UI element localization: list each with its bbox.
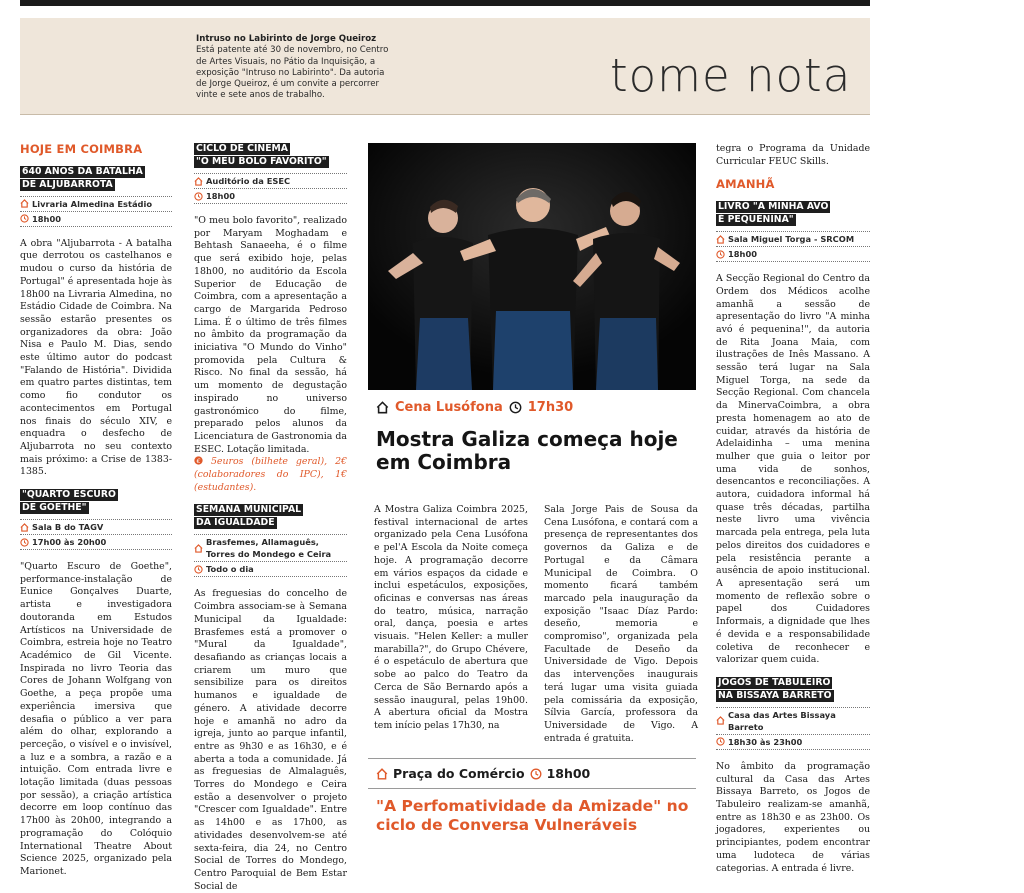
banner-intro	[196, 34, 396, 102]
event-place-text: Sala B do TAGV	[32, 522, 104, 533]
column-1	[20, 143, 172, 879]
event-body: A obra "Aljubarrota - A batalha que derrotou os castelhanos e mudou o curso da história de Portugal" é apresentada hoje às 18h00 na Livraria Almedina, no Estádio Cidade de Coimbra. Na sessão estarão presentes os organizadores da obra: João Nisa e Paulo M. Dias, sendo este último autor do podcast "Falando de História". Dividida em quatro partes distintas, tem como fio condutor os acontecimentos em Portugal nos finais do século XIV, e enquadra o desfecho de Aljubarrota no seu contexto mais próximo: a Crise de 1383-1385.	[20, 237, 172, 478]
section-heading-tomorrow: AMANHÃ	[716, 177, 775, 192]
home-icon	[376, 768, 388, 780]
event-place	[20, 196, 172, 212]
event-tag-line: DE ALJUBARROTA	[22, 178, 113, 190]
ticket-price-text: 5euros (bilhete geral), 2€ (colaboradores do IPC), 1€ (estudantes).	[194, 456, 348, 493]
event-tag-line: JOGOS DE TABULEIRO	[718, 676, 831, 688]
banner-intro-text: Está patente até 30 de novembro, no Centro de Artes Visuais, no Pátio da Inquisição, a exposição "Intruso no Labirinto". Da autoria de Jorge Queiroz, é um convite a percorrer vinte e sete anos de trabalho.	[196, 45, 389, 101]
event-tag-line: "QUARTO ESCURO	[22, 489, 116, 501]
divider	[368, 788, 696, 789]
subfeature-place: Praça do Comércio	[393, 766, 525, 781]
event-tag-line: DA IGUALDADE	[196, 517, 275, 529]
event-tag-line: DE GOETHE"	[22, 502, 87, 514]
event-tag-line: CICLO DE CINEMA	[196, 143, 289, 154]
home-icon	[194, 544, 203, 553]
event-tag-line: 640 ANOS DA BATALHA	[22, 165, 143, 177]
performers-image	[368, 143, 696, 390]
event-time-text: 18h00	[206, 191, 235, 201]
event-body: "O meu bolo favorito", realizado por Maryam Moghadam e Behtash Sanaeeha, é o filme que será exibido hoje, pelas 18h00, no auditório da Escola Superior de Educação de Coimbra, com a apresentação a cargo de Margarida Pedroso Lima. É o último de três filmes no âmbito da programação da iniciativa "O Mundo do Vinho" promovida pela Cultura & Risco. No final da sessão, há um momento de degustação inspirado no universo gastronómico do filme, preparado pelos alunos da Licenciatura de Gastronomia da ESEC. Lotação limitada.	[194, 215, 347, 455]
event-tag	[20, 166, 172, 191]
event-place-text: Livraria Almedina Estádio	[32, 198, 153, 209]
event-time	[194, 562, 347, 577]
feature-body-left: A Mostra Galiza Coimbra 2025, festival internacional de artes organizado pela Cena Lusófona e pel'A Escola da Noite começa hoje. A programação decorre em vários espaços da cidade e inclui espetáculos, exposições, oficinas e conversas nas áreas do teatro, música, narração oral, dança, poesia e artes visuais. "Helen Keller: a muller marabilla?", do Grupo Chévere, é o espetáculo de abertura que sobe ao palco do Teatro da Cerca de São Bernardo após a sessão inaugural, pelas 19h00. A abertura oficial da Mostra tem início pelas 17h30, na	[374, 504, 528, 731]
feature-photo	[368, 143, 696, 390]
home-icon	[716, 716, 725, 725]
subfeature-time: 18h00	[546, 766, 591, 781]
ticket-price	[194, 456, 347, 494]
subfeature-headline: "A Perfomatividade da Amizade" no ciclo de Conversa Vulneráveis	[376, 797, 689, 834]
clock-icon	[530, 768, 542, 780]
clock-icon	[20, 538, 29, 547]
home-icon	[194, 177, 203, 186]
column-2	[194, 143, 347, 893]
event-place-text: Sala Miguel Torga - SRCOM	[728, 234, 855, 245]
clock-icon	[716, 737, 725, 746]
event-time	[20, 535, 172, 550]
event-tag	[716, 677, 870, 702]
feature-meta	[376, 400, 573, 415]
feature-time: 17h30	[527, 400, 574, 415]
top-bar	[20, 0, 870, 6]
event-body: No âmbito da programação cultural da Casa das Artes Bissaya Barreto, os Jogos de Tabuleiro realizam-se amanhã, entre as 18h30 e as 23h00. Os jogadores, experientes ou principiantes, podem encontrar uma ludoteca de várias categorias. A entrada é livre.	[716, 760, 870, 874]
event-body: A Secção Regional do Centro da Ordem dos Médicos acolhe amanhã a sessão de apresentação do livro "A minha avó é pequenina!", da autoria de Rita Joana Maia, com ilustrações de Inês Massano. A sessão terá lugar na Sala Miguel Torga, na sede da Secção Regional. Com chancela da MinervaCoimbra, a obra presta homenagem ao ato de cuidar, através da história de Adelaidinha – uma menina mulher que guia o leitor por uma vida de sonhos, desencantos e reconciliações. A autora, cuidadora informal há quase três décadas, partilha neste livro uma vivência marcada pela entrega, pela luta pelos direitos dos cuidadores e pela resistência perante a ausência de apoio institucional. A apresentação será um momento de reflexão sobre o papel dos Cuidadores Informais, a dignidade que lhes é devida e a responsabilidade coletiva de reconhecer e valorizar quem cuida.	[716, 273, 870, 666]
masthead-title: tome nota	[610, 49, 852, 102]
event-place-text: Auditório da ESEC	[206, 176, 291, 186]
column-4	[716, 143, 870, 875]
event-tag	[716, 201, 870, 226]
clock-icon	[716, 250, 725, 259]
event-place	[716, 231, 870, 247]
feature-headline: Mostra Galiza começa hoje em Coimbra	[376, 427, 678, 474]
event-time-text: 18h00	[32, 213, 61, 224]
event-tag	[194, 143, 347, 168]
continued-text: tegra o Programa da Unidade Curricular FEUC Skills.	[716, 143, 870, 167]
event-place-text: Casa das Artes Bissaya Barreto	[728, 709, 836, 732]
event-time-text: Todo o dia	[206, 564, 254, 575]
event-time	[716, 247, 870, 262]
event-tag-line: É PEQUENINA"	[718, 214, 794, 226]
event-place	[194, 173, 347, 189]
euro-icon	[194, 456, 203, 465]
event-meta	[716, 231, 870, 262]
event-tag-line: NA BISSAYA BARRETO	[718, 689, 832, 701]
banner-intro-title: Intruso no Labirinto de Jorge Queiroz	[196, 34, 377, 44]
feature-body-right: Sala Jorge Pais de Sousa da Cena Lusófona, e contará com a presença de representantes dos governos da Galiza e de Portugal e da Câmara Municipal de Coimbra. O momento ficará também marcado pela inauguração da exposição "Isaac Díaz Pardo: deseño, memoria e compromiso", organizada pela Facultade de Deseño da Universidade de Vigo. Depois das intervenções inaugurais terá lugar uma visita guiada pela comissária da exposição, Sílvia García, professora da Universidade de Vigo. A entrada é gratuita.	[544, 504, 698, 744]
event-place	[716, 707, 870, 735]
feature-place: Cena Lusófona	[395, 400, 503, 415]
event-tag	[20, 489, 172, 514]
event-tag-line: SEMANA MUNICIPAL	[196, 504, 302, 516]
home-icon	[376, 401, 389, 414]
home-icon	[716, 235, 725, 244]
clock-icon	[509, 401, 522, 414]
clock-icon	[20, 214, 29, 223]
event-place	[20, 519, 172, 535]
event-body: As freguesias do concelho de Coimbra associam-se à Semana Municipal da Igualdade: Brasfemes está a promover o "Mural da Igualdade", desafiando as crianças locais a criarem um muro que sensibilize para os direitos humanos e igualdade de género. A atividade decorre hoje e amanhã no adro da igreja, junto ao parque infantil, entre as 9h30 e as 16h30, e é aberta a toda a comunidade. Já as freguesias de Almalaguês, Torres do Mondego e Ceira estão a desenvolver o projeto "Crescer com Igualdade". Entre as 14h00 e as 17h00, as atividades desenvolvem-se até sexta-feira, dia 24, no Centro Social de Torres do Mondego, Centro Paroquial de Bem Estar Social de	[194, 588, 347, 892]
subfeature-meta	[376, 766, 590, 781]
event-time-text: 18h00	[728, 249, 757, 260]
divider	[368, 758, 696, 759]
event-meta	[20, 519, 172, 550]
event-meta	[194, 534, 347, 577]
event-time-text: 17h00 às 20h00	[32, 537, 107, 548]
event-place	[194, 534, 347, 562]
clock-icon	[194, 565, 203, 574]
event-time	[194, 189, 347, 204]
event-meta	[716, 707, 870, 750]
event-tag-line: LIVRO "A MINHA AVÓ	[718, 201, 829, 213]
event-time	[20, 212, 172, 227]
event-tag	[194, 504, 347, 529]
home-icon	[20, 523, 29, 532]
clock-icon	[194, 192, 203, 201]
event-time-text: 18h30 às 23h00	[728, 736, 803, 747]
event-meta	[20, 196, 172, 227]
svg-text:€: €	[196, 458, 201, 466]
event-meta	[194, 173, 347, 204]
event-time	[716, 735, 870, 750]
event-body: "Quarto Escuro de Goethe", performance-instalação de Eunice Gonçalves Duarte, artista e investigadora doutoranda em Estudos Artísticos na Universidade de Coimbra, estreia hoje no Teatro Académico de Gil Vicente. Inspirada no livro Teoria das Cores de Johann Wolfgang von Goethe, a peça propõe uma experiência imersiva que desafia o público a ver para além do olhar, explorando a perceção, o visível e o invisível, a luz e a sombra, a razão e a intuição. Com entrada livre e lotação limitada (duas pessoas por sessão), a criação artística decorre em loop contínuo das 17h00 às 20h00, integrando a programação do Colóquio International Theatre About Science 2025, organizado pela Marionet.	[20, 561, 172, 877]
event-tag-line: "O MEU BOLO FAVORITO"	[196, 156, 327, 167]
page-banner	[20, 18, 870, 115]
home-icon	[20, 199, 29, 208]
event-place-text: Brasfemes, Allamaguês, Torres do Mondego e Ceira	[206, 537, 332, 560]
section-heading-today: HOJE EM COIMBRA	[20, 142, 143, 156]
